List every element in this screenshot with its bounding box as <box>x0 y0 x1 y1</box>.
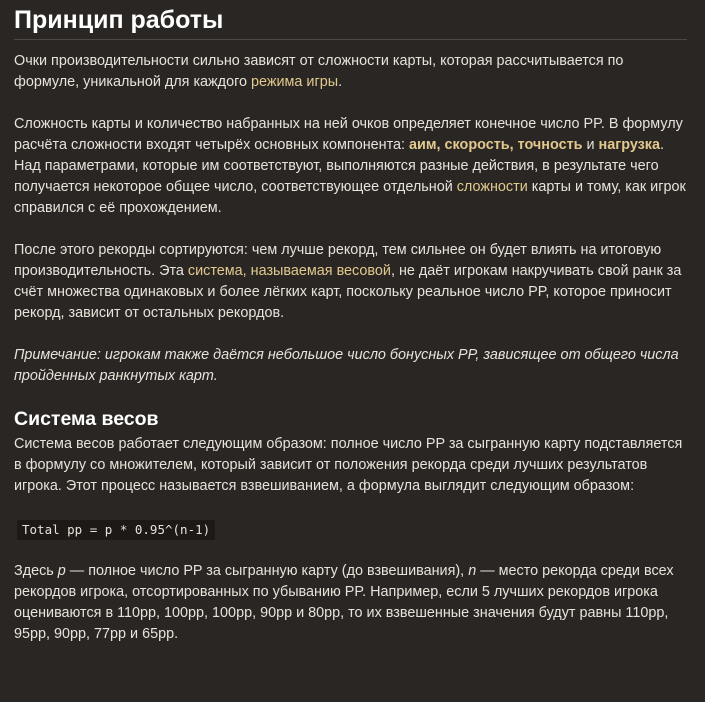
aim-link[interactable]: аим <box>409 137 437 153</box>
accuracy-link[interactable]: точность <box>517 137 583 153</box>
note-text: Примечание: игрокам также даётся небольшое число бонусных PP, зависящее от общего числа пройденных ранкнутых карт. <box>14 347 679 384</box>
game-mode-link[interactable]: режима игры <box>251 74 339 90</box>
sorting-text: После этого рекорды сортируются: чем лучше рекорд, тем сильнее он будет влиять на итоговую производительность. Эта <box>14 242 662 279</box>
weights-heading: Система весов <box>14 408 159 430</box>
intro-paragraph <box>14 51 687 93</box>
page-title: Принцип работы <box>14 0 687 40</box>
intro-text: Очки производительности сильно зависят от сложности карты, которая рассчитывается по формуле, уникальной для каждого <box>14 53 624 90</box>
components-text-middle: . Над параметрами, которые им соответствуют, выполняются разные действия, в результате чего получается некоторое общее число, соответствующее отдельной <box>14 137 664 195</box>
sorting-paragraph <box>14 240 687 324</box>
and-text: и <box>582 137 599 153</box>
formula-code: Total pp = p * 0.95^(n-1) <box>17 520 215 540</box>
load-link[interactable]: нагрузка <box>598 137 660 153</box>
explanation-paragraph <box>14 561 687 645</box>
variable-p: p <box>57 563 66 579</box>
explanation-intro: Здесь <box>14 563 58 579</box>
variable-n: n <box>468 563 477 579</box>
comma-separator: , <box>509 137 518 153</box>
sorting-text-end: , не даёт игрокам накручивать свой ранк за счёт множества одинаковых и более лёгких карт, поскольку реальное число PP, которое приносит рекорд, зависит от остальных рекордов. <box>14 263 682 321</box>
comma-separator: , <box>436 137 445 153</box>
n-description: — место рекорда среди всех рекордов игрока, отсортированных по убыванию PP. Например, если 5 лучших рекордов игрока оцениваются в 110pp, 100pp, 100pp, 90pp и 80pp, то их взвешенные значения будут равны 110pp, 95pp, 90pp, 77pp и 65pp. <box>14 563 674 642</box>
components-paragraph <box>14 114 687 219</box>
components-text-end: карты и тому, как игрок справился с её прохождением. <box>14 179 686 216</box>
difficulty-link[interactable]: сложности <box>456 179 528 195</box>
p-description: — полное число PP за сыгранную карту (до взвешивания), <box>65 563 469 579</box>
note-paragraph <box>14 345 687 387</box>
speed-link[interactable]: скорость <box>444 137 510 153</box>
formula-block <box>17 520 687 541</box>
intro-text-end: . <box>338 74 343 90</box>
weights-description: Система весов работает следующим образом: полное число PP за сыгранную карту подставляется в формулу со множителем, который зависит от положения рекорда среди лучших результатов игрока. Этот процесс называется взвешиванием, а формула выглядит следующим образом: <box>14 436 683 494</box>
components-text: Сложность карты и количество набранных на ней очков определяет конечное число PP. В формулу расчёта сложности входят четырёх основных компонента: <box>14 116 683 153</box>
weight-system-link[interactable]: система, называемая весовой <box>187 263 391 279</box>
